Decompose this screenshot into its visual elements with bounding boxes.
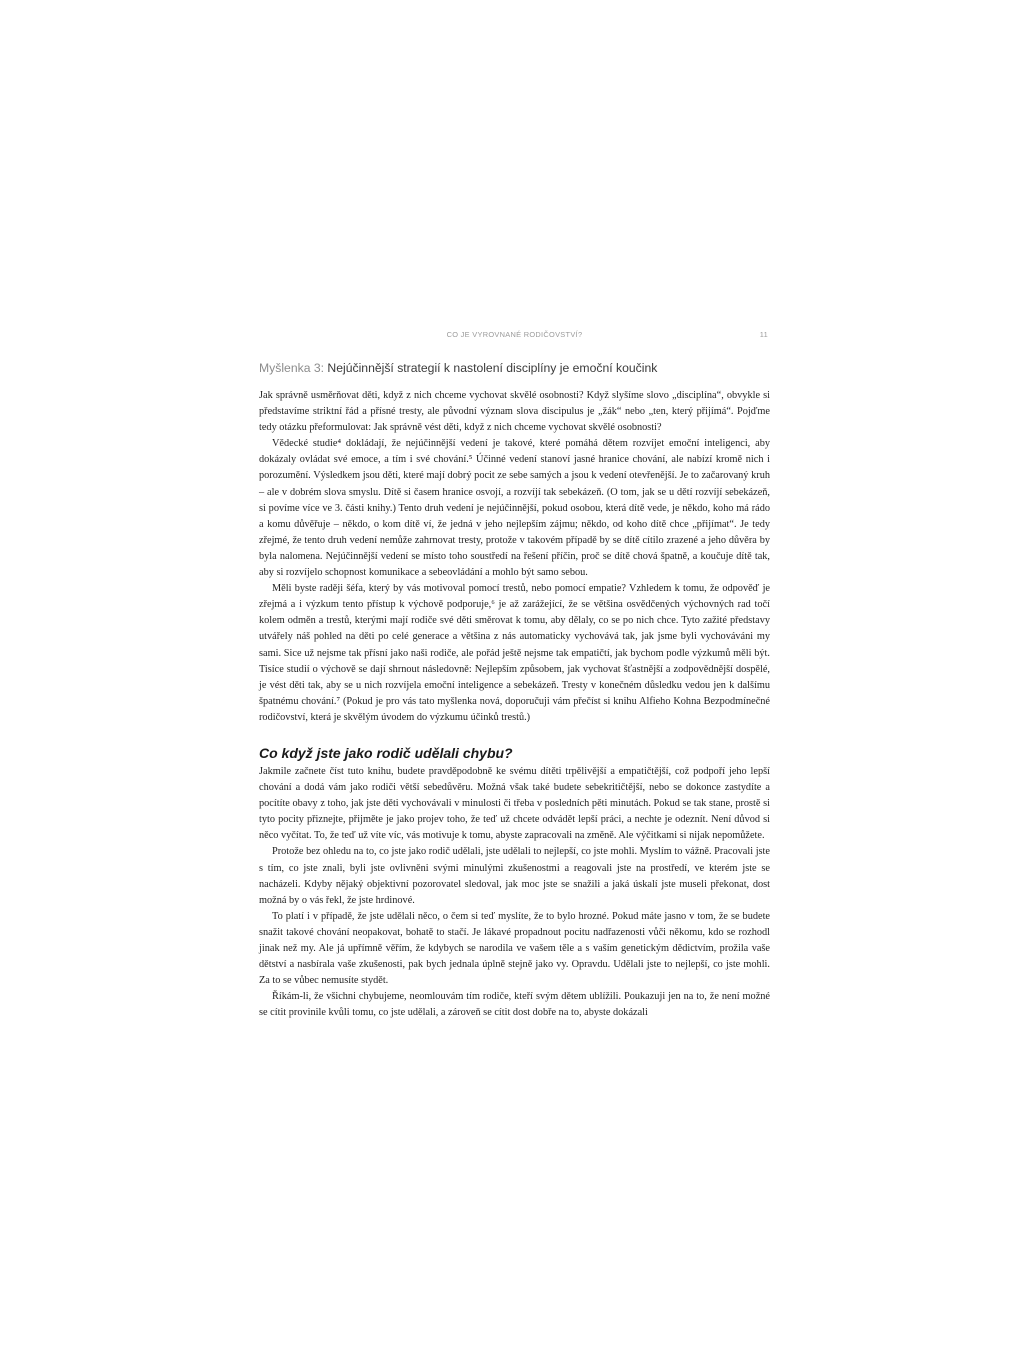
- running-header: [259, 330, 770, 346]
- section-heading: [259, 360, 770, 376]
- subsection-heading: Co když jste jako rodič udělali chybu?: [259, 744, 513, 761]
- paragraph: Protože bez ohledu na to, co jste jako rodič udělali, jste udělali to nejlepší, co jste mohli. Myslím to vážně. Pracovali jste s tím, co jste znali, byli jste ovlivněni svými minulými zkušenostmi a reagovali jste na prostředí, ve kterém jste se nacházeli. Kdyby nějaký objektivní pozorovatel sledoval, jak moc jste se snažili a jaká úskalí jste museli překonat, dost možná by o vás řekl, že jste hrdinové.: [259, 846, 770, 906]
- paragraph: Říkám-li, že všichni chybujeme, neomlouvám tím rodiče, kteří svým dětem ublížili. Poukazuji jen na to, že není možné se cítit provinile kvůli tomu, co jste udělali, a zároveň se cítit dost dobře na to, abyste dokázali: [259, 991, 770, 1019]
- book-page: [259, 330, 770, 1021]
- paragraph: Měli byste raději šéfa, který by vás motivoval pomocí trestů, nebo pomocí empatie? Vzhledem k tomu, že odpověď je zřejmá a i výzkum tento přístup k výchově podporuje,⁶ je až zarážející, že se většina osvědčených výchovných rad točí kolem odměn a trestů, kterými mají rodiče své děti směrovat k tomu, aby dělaly, co se po nich chce. Tyto zažité představy utvářely náš pohled na děti po celé generace a většina z nás automaticky vychovává tak, jak jsme byli vychováváni my sami. Sice už nejsme tak přísní jako naši rodiče, ale pořád ještě nejsme tak empatičtí, jak bychom podle výzkumů měli být. Tisíce studií o výchově se dají shrnout následovně: Nejlepším způsobem, jak vychovat šťastnější a zodpovědnější dospělé, je vést děti tak, aby se u nich rozvíjela emoční inteligence a sebekázeň. Tresty v konečném důsledku vedou jen k dalšímu špatnému chování.⁷ (Pokud je pro vás tato myšlenka nová, doporučuji vám přečíst si knihu Alfieho Kohna Bezpodmínečné rodičovství, která je skvělým úvodem do výzkumu účinků trestů.): [259, 583, 770, 723]
- section-title: Nejúčinnější strategií k nastolení disciplíny je emoční koučink: [327, 361, 658, 375]
- paragraph: Vědecké studie⁴ dokládají, že nejúčinnější vedení je takové, které pomáhá dětem rozvíjet emoční inteligenci, aby dokázaly ovládat své emoce, a tím i své chování.⁵ Účinné vedení stanoví jasné hranice chování, ale nabízí kromě nich i porozumění. Výsledkem jsou děti, které mají dobrý pocit ze sebe samých a jsou k vedení otevřenější. Je to začarovaný kruh – ale v dobrém slova smyslu. Dítě si časem hranice osvojí, a rozvíjí tak sebekázeň. (O tom, jak se u dětí rozvíjí sebekázeň, si povíme více ve 3. části knihy.) Tento druh vedení je nejúčinnější, pokud osobou, která dítě vede, je někdo, koho má rádo a komu důvěřuje – někdo, o kom dítě ví, že jedná v jeho nejlepším zájmu; někdo, od koho dítě chce „přijímat“. Je tedy zřejmé, že tento druh vedení nemůže zahrnovat tresty, protože v takovém případě by se dítě cítilo zrazené a jeho důvěra by byla nalomena. Nejúčinnější vedení se místo toho soustředí na řešení příčin, proč se dítě chová špatně, a koučuje dítě tak, aby si rozvíjelo schopnost komunikace a sebeovládání a mohlo být samo sebou.: [259, 438, 770, 579]
- paragraph: Jak správně usměrňovat děti, když z nich chceme vychovat skvělé osobnosti? Když slyšíme slovo „disciplína“, obvykle si představíme striktní řád a přísné tresty, ale původní význam slova discipulus je „žák“ nebo „ten, který přijímá“. Pojďme tedy otázku přeformulovat: Jak správně vést děti, když z nich chceme vychovat skvělé osobnosti?: [259, 390, 770, 434]
- page-number: 11: [759, 330, 768, 339]
- paragraph: To platí i v případě, že jste udělali něco, o čem si teď myslíte, že to bylo hrozné. Pokud máte jasno v tom, že se budete snažit takové chování neopakovat, bohatě to stačí. Je lákavé propadnout pocitu nadřazenosti vůči někomu, kdo se rozhodl jinak než my. Ale já upřímně věřím, že kdybych se narodila ve vašem těle a s vaším genetickým dědictvím, prožila vaše dětství a nasbírala vaše zkušenosti, pak bych jednala úplně stejně jako vy. Opravdu. Udělali jste to nejlepší, co jste mohli. Za to se vůbec nemusíte stydět.: [259, 910, 770, 987]
- paragraph: Jakmile začnete číst tuto knihu, budete pravděpodobně ke svému dítěti trpělivější a empatičtější, což podpoří jeho lepší chování a dodá vám jako rodiči větší sebedůvěru. Možná však také budete sebekritičtější, nebo se dokonce zastydíte a pocítíte obavy z toho, jak jste děti vychovávali v minulosti či třeba v posledních pěti minutách. Pokud se tak stane, prostě si tyto pocity přiznejte, přijměte je jako projev toho, že teď už chcete odvádět lepší práci, a nechte je odeznít. Není důvod si něco vyčítat. To, že teď už víte víc, vás motivuje k tomu, abyste zapracovali na změně. Ale výčitkami si nijak nepomůžete.: [259, 765, 770, 842]
- running-title: CO JE VYROVNANÉ RODIČOVSTVÍ?: [446, 330, 583, 339]
- section-label: Myšlenka 3:: [259, 361, 325, 375]
- section-body: [259, 388, 770, 1021]
